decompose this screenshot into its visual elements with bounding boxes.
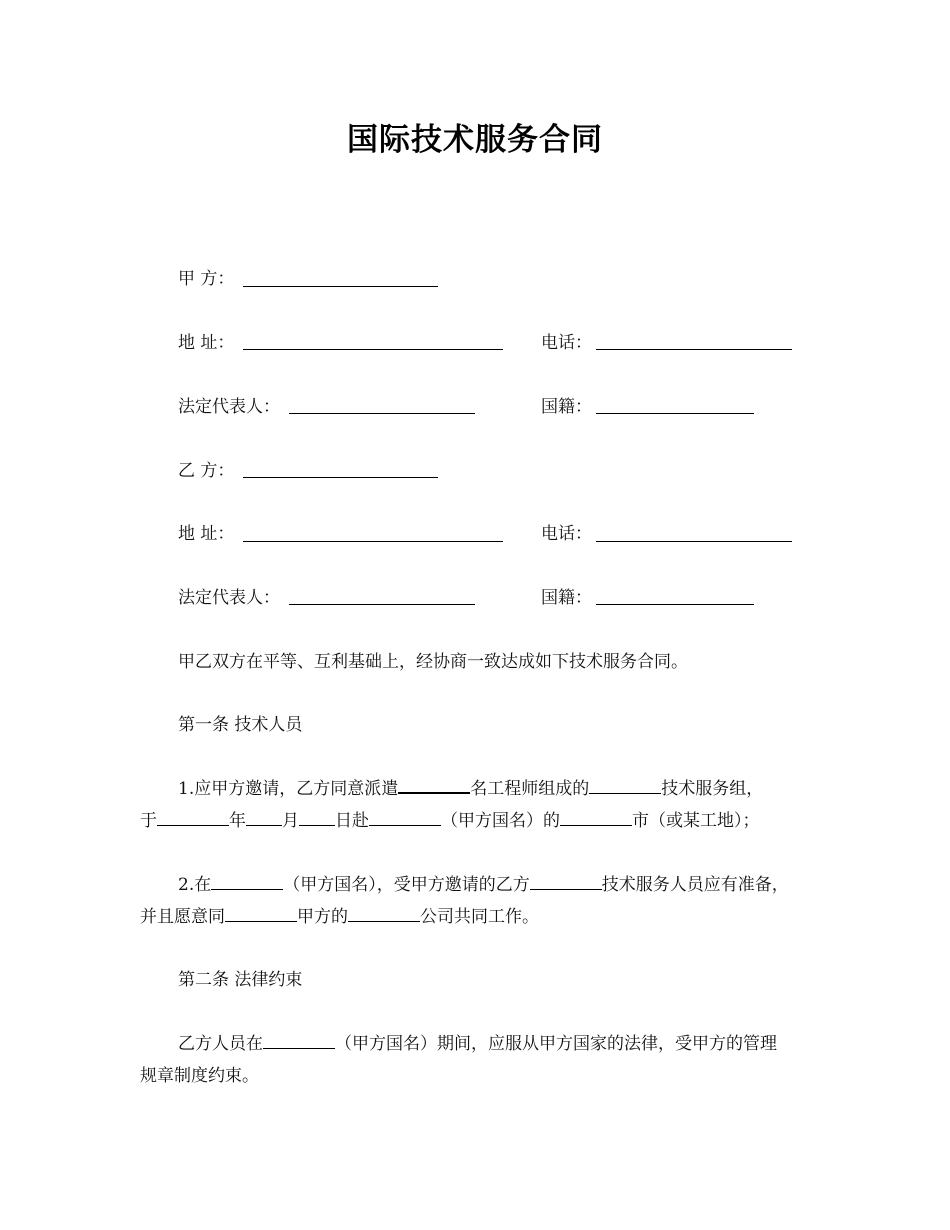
clause-text: （甲方国名）期间，应服从甲方国家的法律，受甲方的管理 [335, 1034, 777, 1054]
party-b-rep-label: 法定代表人： [178, 588, 280, 608]
clause-text: （甲方国名）的 [441, 811, 560, 831]
clause-text: 2.在 [178, 875, 212, 895]
party-b-nationality-label: 国籍： [541, 588, 592, 608]
article-2-heading: 第二条 法律约束 [178, 970, 303, 990]
party-b-name-label: 乙 方： [178, 461, 235, 481]
party-a-address-field[interactable] [243, 349, 503, 350]
engineer-count-blank[interactable] [398, 778, 470, 794]
article-1-heading: 第一条 技术人员 [178, 715, 303, 735]
company-blank[interactable] [348, 907, 420, 922]
party-a-rep-label: 法定代表人： [178, 397, 280, 417]
party-a-rep-field[interactable] [289, 413, 475, 414]
city-blank[interactable] [560, 811, 632, 826]
party-a-address-label: 地 址： [178, 333, 235, 353]
party-a-name-label: 甲 方： [178, 269, 235, 289]
country-blank[interactable] [211, 875, 283, 890]
clause-text: 技术服务人员应有准备， [601, 875, 789, 895]
article-2-line-1 [178, 1033, 777, 1055]
article-1-clause-1-line-2 [140, 810, 760, 832]
clause-text: 于 [140, 811, 157, 831]
service-team-blank[interactable] [589, 779, 661, 794]
country-blank[interactable] [369, 811, 441, 826]
clause-text: 并且愿意同 [140, 907, 225, 927]
party-a-nationality-field[interactable] [596, 413, 754, 414]
party-b-rep-field[interactable] [289, 604, 475, 605]
party-a-phone-field[interactable] [596, 349, 792, 350]
article-1-clause-2-line-2 [140, 906, 539, 928]
clause-text: （甲方国名），受甲方邀请的乙方 [283, 875, 530, 895]
article-1-clause-1-line-1 [178, 778, 763, 800]
party-a-phone-label: 电话： [541, 333, 592, 353]
party-a-name-field[interactable] [243, 286, 438, 287]
month-blank[interactable] [246, 811, 282, 826]
year-blank[interactable] [157, 811, 229, 826]
party-b-address-label: 地 址： [178, 524, 235, 544]
party-b-phone-field[interactable] [596, 541, 792, 542]
document-title: 国际技术服务合同 [347, 122, 603, 158]
service-personnel-blank[interactable] [530, 875, 602, 890]
clause-text: 日赴 [335, 811, 369, 831]
party-b-address-field[interactable] [243, 541, 503, 542]
clause-text: 乙方人员在 [178, 1034, 263, 1054]
clause-text: 1.应甲方邀请，乙方同意派遣 [178, 779, 399, 799]
party-b-phone-label: 电话： [541, 524, 592, 544]
clause-text: 甲方的 [297, 907, 348, 927]
party-b-name-field[interactable] [243, 477, 438, 478]
party-blank[interactable] [225, 907, 297, 922]
party-a-nationality-label: 国籍： [541, 397, 592, 417]
article-2-line-2: 规章制度约束。 [140, 1066, 259, 1086]
day-blank[interactable] [299, 811, 335, 826]
clause-text: 公司共同工作。 [420, 907, 539, 927]
intro-paragraph: 甲乙双方在平等、互利基础上，经协商一致达成如下技术服务合同。 [178, 652, 688, 672]
country-blank[interactable] [263, 1034, 335, 1049]
clause-text: 月 [282, 811, 299, 831]
article-1-clause-2-line-1 [178, 874, 789, 896]
clause-text: 市（或某工地）； [632, 811, 760, 831]
party-b-nationality-field[interactable] [596, 604, 754, 605]
clause-text: 技术服务组， [661, 779, 764, 799]
clause-text: 年 [229, 811, 246, 831]
clause-text: 名工程师组成的 [470, 779, 590, 799]
